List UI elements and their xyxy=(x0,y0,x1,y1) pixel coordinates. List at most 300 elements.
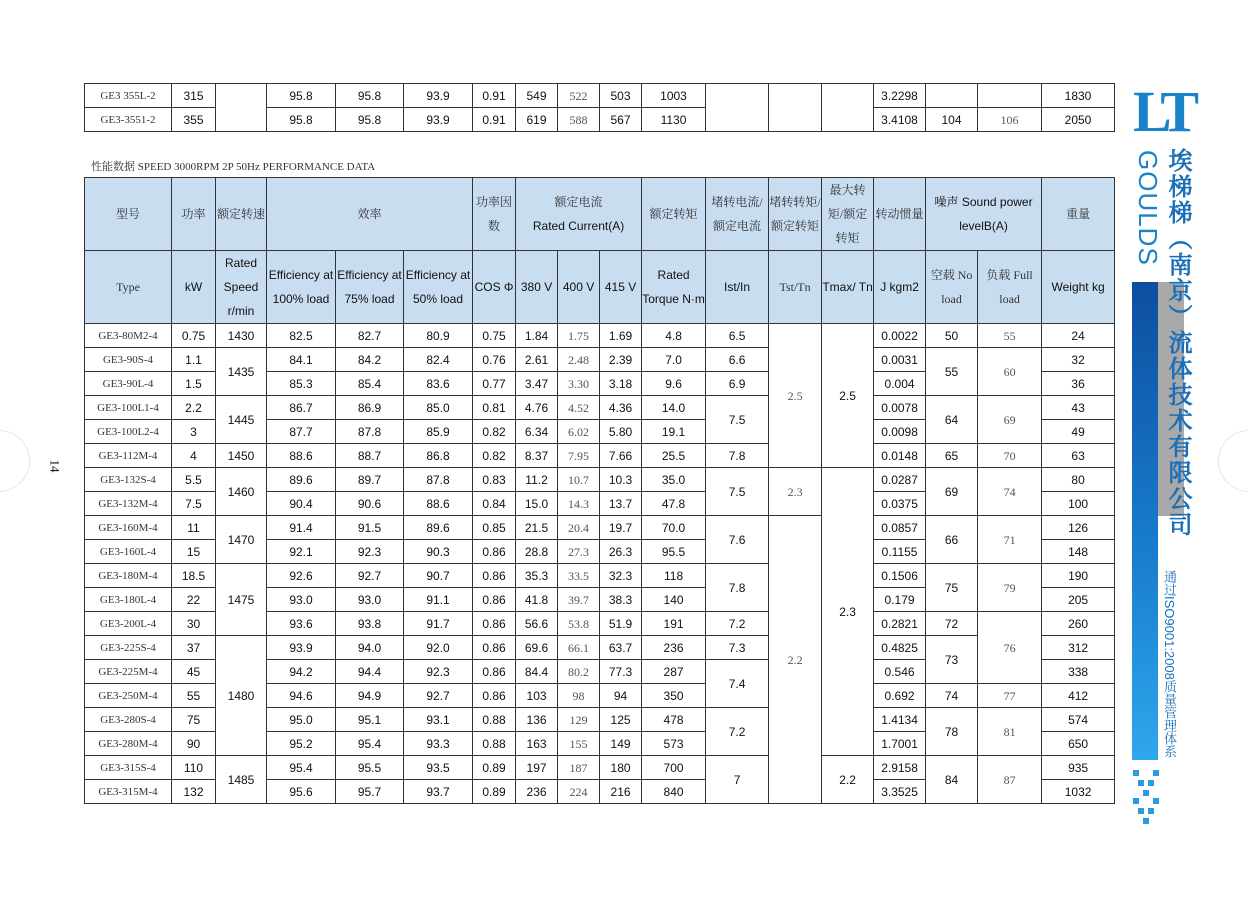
tst-cell: 2.3 xyxy=(769,468,822,516)
cos-cell: 0.86 xyxy=(473,684,516,708)
table-cell: 3.4108 xyxy=(874,108,926,132)
eff50-cell: 87.8 xyxy=(404,468,473,492)
current-380-cell: 136 xyxy=(516,708,558,732)
header-current xyxy=(516,178,642,251)
noise-noload-cell: 74 xyxy=(926,684,978,708)
power-cell: 315 xyxy=(172,84,216,108)
eff75-cell: 94.0 xyxy=(336,636,404,660)
eff50-cell: 91.1 xyxy=(404,588,473,612)
power-cell: 45 xyxy=(172,660,216,684)
weight-cell: 935 xyxy=(1042,756,1115,780)
header-current-cn: 额定电流 xyxy=(554,195,603,209)
noise-noload-cell: 75 xyxy=(926,564,978,612)
current-415-cell: 4.36 xyxy=(600,396,642,420)
speed-cell: 1450 xyxy=(216,444,267,468)
power-cell: 15 xyxy=(172,540,216,564)
eff75-cell: 90.6 xyxy=(336,492,404,516)
inertia-cell: 0.4825 xyxy=(874,636,926,660)
right-edge-circle xyxy=(1218,430,1247,492)
eff75-cell: 84.2 xyxy=(336,348,404,372)
brand-logo: LT xyxy=(1133,79,1194,144)
current-415-cell: 19.7 xyxy=(600,516,642,540)
current-400-cell: 98 xyxy=(558,684,600,708)
eff75-cell: 85.4 xyxy=(336,372,404,396)
header-speed-cn: 额定转速 xyxy=(216,178,267,251)
speed-cell: 1445 xyxy=(216,396,267,444)
power-cell: 3 xyxy=(172,420,216,444)
type-cell: GE3-280S-4 xyxy=(85,708,172,732)
current-400-cell: 14.3 xyxy=(558,492,600,516)
type-cell: GE3-315M-4 xyxy=(85,780,172,804)
cos-cell: 0.86 xyxy=(473,660,516,684)
noise-noload-cell: 66 xyxy=(926,516,978,564)
inertia-cell: 0.546 xyxy=(874,660,926,684)
power-cell: 1.5 xyxy=(172,372,216,396)
current-415-cell: 26.3 xyxy=(600,540,642,564)
ist-cell: 6.9 xyxy=(706,372,769,396)
weight-cell: 338 xyxy=(1042,660,1115,684)
table-row xyxy=(85,444,1115,468)
current-415-cell: 32.3 xyxy=(600,564,642,588)
cos-cell: 0.86 xyxy=(473,612,516,636)
table-row xyxy=(85,756,1115,780)
cos-cell: 0.77 xyxy=(473,372,516,396)
table-cell: 93.9 xyxy=(404,108,473,132)
table-cell: 0.91 xyxy=(473,108,516,132)
noise-noload-cell: 78 xyxy=(926,708,978,756)
noise-noload-cell: 64 xyxy=(926,396,978,444)
header-eff50-en: Efficiency at 50% load xyxy=(404,251,473,324)
torque-cell: 700 xyxy=(642,756,706,780)
eff50-cell: 93.3 xyxy=(404,732,473,756)
eff75-cell: 95.7 xyxy=(336,780,404,804)
cos-cell: 0.88 xyxy=(473,708,516,732)
power-cell: 2.2 xyxy=(172,396,216,420)
weight-cell: 2050 xyxy=(1042,108,1115,132)
tmax-cell: 2.2 xyxy=(822,756,874,804)
table-cell: 503 xyxy=(600,84,642,108)
top-table xyxy=(84,83,1115,132)
ist-cell: 7.2 xyxy=(706,612,769,636)
table-row xyxy=(85,468,1115,492)
power-cell: 90 xyxy=(172,732,216,756)
tmax-cell: 2.3 xyxy=(822,468,874,756)
torque-cell: 478 xyxy=(642,708,706,732)
current-400-cell: 4.52 xyxy=(558,396,600,420)
noise-full-cell: 77 xyxy=(978,684,1042,708)
weight-cell: 36 xyxy=(1042,372,1115,396)
inertia-cell: 0.0022 xyxy=(874,324,926,348)
type-cell: GE3-160L-4 xyxy=(85,540,172,564)
table-cell: 95.8 xyxy=(336,108,404,132)
eff100-cell: 95.2 xyxy=(267,732,336,756)
weight-cell: 100 xyxy=(1042,492,1115,516)
eff50-cell: 90.7 xyxy=(404,564,473,588)
type-cell: GE3-200L-4 xyxy=(85,612,172,636)
inertia-cell: 0.0857 xyxy=(874,516,926,540)
header-cos-en: COS Φ xyxy=(473,251,516,324)
eff100-cell: 95.4 xyxy=(267,756,336,780)
current-415-cell: 13.7 xyxy=(600,492,642,516)
table-cell: 567 xyxy=(600,108,642,132)
weight-cell: 650 xyxy=(1042,732,1115,756)
ist-cell: 7.8 xyxy=(706,564,769,612)
cos-cell: 0.86 xyxy=(473,564,516,588)
weight-cell: 205 xyxy=(1042,588,1115,612)
eff75-cell: 92.7 xyxy=(336,564,404,588)
power-cell: 75 xyxy=(172,708,216,732)
eff100-cell: 85.3 xyxy=(267,372,336,396)
current-415-cell: 38.3 xyxy=(600,588,642,612)
speed-cell: 1475 xyxy=(216,564,267,636)
torque-cell: 4.8 xyxy=(642,324,706,348)
ist-cell: 7.3 xyxy=(706,636,769,660)
torque-cell: 573 xyxy=(642,732,706,756)
current-400-cell: 53.8 xyxy=(558,612,600,636)
weight-cell: 312 xyxy=(1042,636,1115,660)
torque-cell: 19.1 xyxy=(642,420,706,444)
header-ist-cn: 堵转电流/额定电流 xyxy=(706,178,769,251)
eff50-cell: 85.9 xyxy=(404,420,473,444)
eff50-cell: 85.0 xyxy=(404,396,473,420)
current-415-cell: 180 xyxy=(600,756,642,780)
current-415-cell: 5.80 xyxy=(600,420,642,444)
company-name: 埃梯梯（南京）流体技术有限公司 xyxy=(1164,148,1190,538)
power-cell: 1.1 xyxy=(172,348,216,372)
eff75-cell: 93.0 xyxy=(336,588,404,612)
eff50-cell: 89.6 xyxy=(404,516,473,540)
current-400-cell: 39.7 xyxy=(558,588,600,612)
weight-cell: 49 xyxy=(1042,420,1115,444)
brand-name: GOULDS xyxy=(1133,150,1163,266)
type-cell: GE3-225M-4 xyxy=(85,660,172,684)
power-cell: 132 xyxy=(172,780,216,804)
current-415-cell: 94 xyxy=(600,684,642,708)
torque-cell: 840 xyxy=(642,780,706,804)
current-380-cell: 3.47 xyxy=(516,372,558,396)
weight-cell: 260 xyxy=(1042,612,1115,636)
cos-cell: 0.89 xyxy=(473,756,516,780)
eff100-cell: 90.4 xyxy=(267,492,336,516)
header-type-cn: 型号 xyxy=(85,178,172,251)
header-weight-en: Weight kg xyxy=(1042,251,1115,324)
power-cell: 5.5 xyxy=(172,468,216,492)
header-efficiency-cn: 效率 xyxy=(267,178,473,251)
torque-cell: 95.5 xyxy=(642,540,706,564)
type-cell: GE3-132M-4 xyxy=(85,492,172,516)
ist-cell: 7.4 xyxy=(706,660,769,708)
table-row xyxy=(85,516,1115,540)
weight-cell: 24 xyxy=(1042,324,1115,348)
eff75-cell: 95.5 xyxy=(336,756,404,780)
current-380-cell: 4.76 xyxy=(516,396,558,420)
table-row xyxy=(85,348,1115,372)
table-cell: 1130 xyxy=(642,108,706,132)
eff100-cell: 93.6 xyxy=(267,612,336,636)
power-cell: 18.5 xyxy=(172,564,216,588)
eff100-cell: 94.6 xyxy=(267,684,336,708)
inertia-cell: 1.4134 xyxy=(874,708,926,732)
table-row xyxy=(85,324,1115,348)
cos-cell: 0.86 xyxy=(473,588,516,612)
table-row xyxy=(85,84,1115,108)
weight-cell: 412 xyxy=(1042,684,1115,708)
cos-cell: 0.81 xyxy=(473,396,516,420)
current-380-cell: 28.8 xyxy=(516,540,558,564)
eff75-cell: 95.4 xyxy=(336,732,404,756)
eff75-cell: 94.4 xyxy=(336,660,404,684)
header-j-en: J kgm2 xyxy=(874,251,926,324)
current-380-cell: 1.84 xyxy=(516,324,558,348)
table-cell: 95.8 xyxy=(336,84,404,108)
speed-cell: 1470 xyxy=(216,516,267,564)
header-noise: 噪声 Sound power levelB(A) xyxy=(926,178,1042,251)
eff50-cell: 82.4 xyxy=(404,348,473,372)
inertia-cell: 1.7001 xyxy=(874,732,926,756)
type-cell: GE3-100L1-4 xyxy=(85,396,172,420)
table-cell: 522 xyxy=(558,84,600,108)
chevron-pattern-icon xyxy=(1133,770,1159,826)
weight-cell: 63 xyxy=(1042,444,1115,468)
current-400-cell: 7.95 xyxy=(558,444,600,468)
power-cell: 0.75 xyxy=(172,324,216,348)
empty-cell xyxy=(769,84,822,132)
power-cell: 4 xyxy=(172,444,216,468)
eff100-cell: 88.6 xyxy=(267,444,336,468)
header-415v: 415 V xyxy=(600,251,642,324)
eff75-cell: 86.9 xyxy=(336,396,404,420)
power-cell: 7.5 xyxy=(172,492,216,516)
current-380-cell: 2.61 xyxy=(516,348,558,372)
current-380-cell: 69.6 xyxy=(516,636,558,660)
noise-noload-cell: 50 xyxy=(926,324,978,348)
eff100-cell: 92.1 xyxy=(267,540,336,564)
table-row xyxy=(85,636,1115,660)
weight-cell: 1032 xyxy=(1042,780,1115,804)
type-cell: GE3-90L-4 xyxy=(85,372,172,396)
header-torque-en: Rated Torque N·m xyxy=(642,251,706,324)
ist-cell: 7.8 xyxy=(706,444,769,468)
current-380-cell: 8.37 xyxy=(516,444,558,468)
header-weight-cn: 重量 xyxy=(1042,178,1115,251)
cos-cell: 0.82 xyxy=(473,420,516,444)
current-380-cell: 103 xyxy=(516,684,558,708)
type-cell: GE3-225S-4 xyxy=(85,636,172,660)
current-415-cell: 1.69 xyxy=(600,324,642,348)
torque-cell: 350 xyxy=(642,684,706,708)
type-cell: GE3-180L-4 xyxy=(85,588,172,612)
ist-cell: 6.5 xyxy=(706,324,769,348)
eff50-cell: 93.7 xyxy=(404,780,473,804)
current-380-cell: 11.2 xyxy=(516,468,558,492)
current-380-cell: 35.3 xyxy=(516,564,558,588)
table-cell: 106 xyxy=(978,108,1042,132)
empty-cell xyxy=(822,84,874,132)
noise-full-cell: 55 xyxy=(978,324,1042,348)
power-cell: 11 xyxy=(172,516,216,540)
weight-cell: 126 xyxy=(1042,516,1115,540)
left-edge-circle xyxy=(0,430,30,492)
power-cell: 22 xyxy=(172,588,216,612)
torque-cell: 70.0 xyxy=(642,516,706,540)
cos-cell: 0.75 xyxy=(473,324,516,348)
eff100-cell: 93.0 xyxy=(267,588,336,612)
noise-full-cell: 60 xyxy=(978,348,1042,396)
type-cell: GE3 355L-2 xyxy=(85,84,172,108)
ist-cell: 7.5 xyxy=(706,396,769,444)
torque-cell: 287 xyxy=(642,660,706,684)
noise-noload-cell: 69 xyxy=(926,468,978,516)
inertia-cell: 0.0287 xyxy=(874,468,926,492)
table-cell xyxy=(978,84,1042,108)
ist-cell: 6.6 xyxy=(706,348,769,372)
eff50-cell: 83.6 xyxy=(404,372,473,396)
ist-cell: 7.2 xyxy=(706,708,769,756)
eff100-cell: 82.5 xyxy=(267,324,336,348)
noise-noload-cell: 72 xyxy=(926,612,978,636)
table-cell: 619 xyxy=(516,108,558,132)
current-415-cell: 63.7 xyxy=(600,636,642,660)
table-cell xyxy=(926,84,978,108)
header-row-en xyxy=(85,251,1115,324)
current-415-cell: 2.39 xyxy=(600,348,642,372)
eff100-cell: 87.7 xyxy=(267,420,336,444)
header-current-en: Rated Current(A) xyxy=(532,219,625,233)
speed-cell: 1485 xyxy=(216,756,267,804)
iso-certification: 通过ISO9001:2008质量管理体系 xyxy=(1162,570,1177,758)
speed-cell: 1435 xyxy=(216,348,267,396)
current-400-cell: 6.02 xyxy=(558,420,600,444)
current-400-cell: 20.4 xyxy=(558,516,600,540)
torque-cell: 47.8 xyxy=(642,492,706,516)
eff75-cell: 82.7 xyxy=(336,324,404,348)
table-cell: 104 xyxy=(926,108,978,132)
eff100-cell: 95.0 xyxy=(267,708,336,732)
torque-cell: 118 xyxy=(642,564,706,588)
header-eff75-en: Efficiency at 75% load xyxy=(336,251,404,324)
inertia-cell: 0.0078 xyxy=(874,396,926,420)
inertia-cell: 0.0375 xyxy=(874,492,926,516)
performance-table xyxy=(84,177,1115,804)
current-400-cell: 155 xyxy=(558,732,600,756)
current-400-cell: 1.75 xyxy=(558,324,600,348)
torque-cell: 14.0 xyxy=(642,396,706,420)
noise-noload-cell: 73 xyxy=(926,636,978,684)
eff100-cell: 89.6 xyxy=(267,468,336,492)
eff50-cell: 93.5 xyxy=(404,756,473,780)
header-noload: 空载 No load xyxy=(926,251,978,324)
cos-cell: 0.85 xyxy=(473,516,516,540)
header-400v: 400 V xyxy=(558,251,600,324)
current-380-cell: 56.6 xyxy=(516,612,558,636)
torque-cell: 236 xyxy=(642,636,706,660)
current-380-cell: 197 xyxy=(516,756,558,780)
empty-cell xyxy=(706,84,769,132)
cos-cell: 0.88 xyxy=(473,732,516,756)
cos-cell: 0.83 xyxy=(473,468,516,492)
empty-cell xyxy=(216,84,267,132)
current-415-cell: 125 xyxy=(600,708,642,732)
header-eff100-en: Efficiency at 100% load xyxy=(267,251,336,324)
current-415-cell: 51.9 xyxy=(600,612,642,636)
inertia-cell: 3.3525 xyxy=(874,780,926,804)
torque-cell: 140 xyxy=(642,588,706,612)
current-415-cell: 216 xyxy=(600,780,642,804)
noise-noload-cell: 55 xyxy=(926,348,978,396)
table-caption: 性能数据 SPEED 3000RPM 2P 50Hz PERFORMANCE DATA xyxy=(91,161,376,173)
eff75-cell: 93.8 xyxy=(336,612,404,636)
current-415-cell: 7.66 xyxy=(600,444,642,468)
noise-full-cell: 70 xyxy=(978,444,1042,468)
weight-cell: 190 xyxy=(1042,564,1115,588)
noise-full-cell: 71 xyxy=(978,516,1042,564)
current-415-cell: 10.3 xyxy=(600,468,642,492)
header-inertia-cn: 转动惯量 xyxy=(874,178,926,251)
eff75-cell: 87.8 xyxy=(336,420,404,444)
eff75-cell: 89.7 xyxy=(336,468,404,492)
noise-full-cell: 87 xyxy=(978,756,1042,804)
inertia-cell: 0.2821 xyxy=(874,612,926,636)
power-cell: 37 xyxy=(172,636,216,660)
table-cell: 549 xyxy=(516,84,558,108)
type-cell: GE3-315S-4 xyxy=(85,756,172,780)
current-400-cell: 27.3 xyxy=(558,540,600,564)
weight-cell: 1830 xyxy=(1042,84,1115,108)
eff50-cell: 91.7 xyxy=(404,612,473,636)
current-400-cell: 187 xyxy=(558,756,600,780)
torque-cell: 35.0 xyxy=(642,468,706,492)
top-table-body xyxy=(85,84,1115,132)
current-400-cell: 129 xyxy=(558,708,600,732)
performance-table-body xyxy=(85,178,1115,804)
type-cell: GE3-80M2-4 xyxy=(85,324,172,348)
eff50-cell: 88.6 xyxy=(404,492,473,516)
header-speed-en: Rated Speed r/min xyxy=(216,251,267,324)
header-380v: 380 V xyxy=(516,251,558,324)
current-400-cell: 224 xyxy=(558,780,600,804)
header-type-en: Type xyxy=(85,251,172,324)
eff75-cell: 92.3 xyxy=(336,540,404,564)
type-cell: GE3-250M-4 xyxy=(85,684,172,708)
type-cell: GE3-132S-4 xyxy=(85,468,172,492)
ist-cell: 7.6 xyxy=(706,516,769,564)
table-cell: 0.91 xyxy=(473,84,516,108)
speed-cell: 1430 xyxy=(216,324,267,348)
table-cell: 93.9 xyxy=(404,84,473,108)
cos-cell: 0.82 xyxy=(473,444,516,468)
eff50-cell: 90.3 xyxy=(404,540,473,564)
eff50-cell: 92.3 xyxy=(404,660,473,684)
cos-cell: 0.86 xyxy=(473,636,516,660)
inertia-cell: 0.1506 xyxy=(874,564,926,588)
table-cell: 588 xyxy=(558,108,600,132)
type-cell: GE3-90S-4 xyxy=(85,348,172,372)
table-row xyxy=(85,396,1115,420)
inertia-cell: 0.179 xyxy=(874,588,926,612)
header-power-cn: 功率 xyxy=(172,178,216,251)
current-400-cell: 33.5 xyxy=(558,564,600,588)
noise-noload-cell: 65 xyxy=(926,444,978,468)
torque-cell: 191 xyxy=(642,612,706,636)
header-torque-cn: 额定转矩 xyxy=(642,178,706,251)
table-row xyxy=(85,564,1115,588)
inertia-cell: 0.004 xyxy=(874,372,926,396)
current-400-cell: 2.48 xyxy=(558,348,600,372)
noise-full-cell: 81 xyxy=(978,708,1042,756)
current-400-cell: 80.2 xyxy=(558,660,600,684)
table-cell: 95.8 xyxy=(267,84,336,108)
eff50-cell: 92.0 xyxy=(404,636,473,660)
